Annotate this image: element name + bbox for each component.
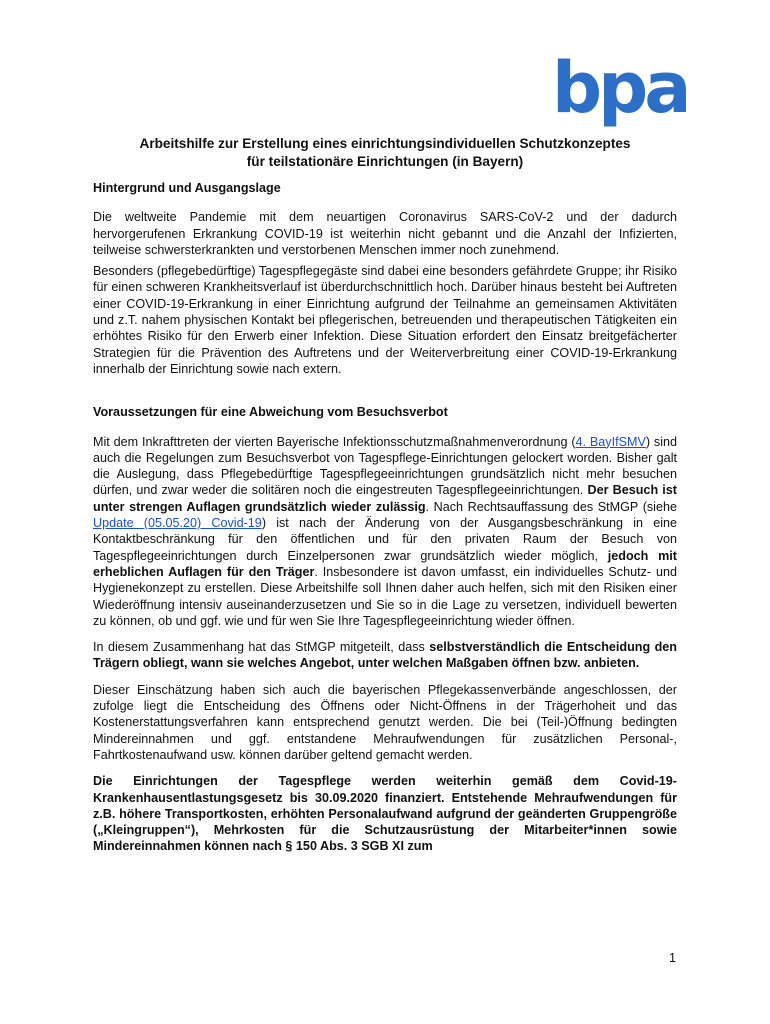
paragraph-pandemic: Die weltweite Pandemie mit dem neuartigen Coronavirus SARS-CoV-2 und der dadurch hervorgerufenen Erkrankung COVID-19 ist weiterhin nicht gebannt und die Anzahl der Infizierten, teilweise schwersterkrankten und verstorbenen Menschen immer noch zunehmend.	[93, 210, 677, 257]
document-body	[93, 180, 677, 860]
paragraph-regulation: Mit dem Inkrafttreten der vierten Bayerische Infektionsschutzmaßnahmenverordnung (4. BayIfSMV) sind auch die Regelungen zum Besuchsverbot von Tagespflege-Einrichtungen gelockert worden. Bisher galt die Auslegung, dass Pflegebedürftige Tagespflegeeinrichtungen grundsätzlich nicht mehr besuchen dürfen, und zwar weder die solitären noch die eingestreuten Tagespflegeeinrichtungen. Der Besuch ist unter strengen Auflagen grundsätzlich wieder zulässig. Nach Rechtsauffassung des StMGP (siehe Update (05.05.20) Covid-19) ist nach der Änderung von der Ausgangsbeschränkung in eine Kontaktbeschränkung für den öffentlichen und für den privaten Raum der Besuch von Tagespflegeeinrichtungen durch Einzelpersonen zwar grundsätzlich wieder möglich, jedoch mit erheblichen Auflagen für den Träger. Insbesondere ist davon umfasst, ein individuelles Schutz- und Hygienekonzept zu erstellen. Diese Arbeitshilfe soll Ihnen daher auch helfen, sich mit den Risiken einer Wiederöffnung intensiv auseinanderzusetzen und Sie so in die Lage zu versetzen, individuell bewerten zu können, ob und ggf. wie und für wen Sie Ihre Tagespflegeeinrichtung wieder öffnen.	[93, 434, 678, 628]
document-title	[92, 135, 678, 171]
bold-visit-allowed: Der Besuch ist unter strengen Auflagen grundsätzlich wieder zulässig	[93, 483, 677, 514]
paragraph-financing: Die Einrichtungen der Tagespflege werden weiterhin gemäß dem Covid-19-Krankenhausentlastungsgesetz bis 30.09.2020 finanziert. Entstehende Mehraufwendungen für z.B. höhere Transportkosten, erhöhten Personalaufwand aufgrund der geänderten Gruppengröße („Kleingruppen“), Mehrkosten für die Schutzausrüstung der Mitarbeiter*innen sowie Mindereinnahmen können nach § 150 Abs. 3 SGB XI zum	[93, 774, 677, 854]
title-line-1: Arbeitshilfe zur Erstellung eines einrichtungsindividuellen Schutzkonzeptes	[139, 136, 631, 151]
covid-update-link[interactable]: Update (05.05.20) Covid-19	[93, 516, 262, 531]
section-heading-requirements: Voraussetzungen für eine Abweichung vom Besuchsverbot	[93, 405, 448, 420]
paragraph-risk-group: Besonders (pflegebedürftige) Tagespflegegäste sind dabei eine besonders gefährdete Gruppe; ihr Risiko für einen schweren Krankheitsverlauf ist überdurchschnittlich hoch. Darüber hinaus besteht bei Auftreten einer COVID-19-Erkrankung in einer Einrichtung aufgrund der Teilnahme an gemeinsamen Aktivitäten und z.T. nahem physischen Kontakt bei pflegerischen, betreuenden und therapeutischen Tätigkeiten ein erhöhtes Risiko für den Erwerb einer Infektion. Diese Situation erfordert den Einsatz breitgefächerter Strategien für die Prävention des Auftretens und der Weiterverbreitung einer COVID-19-Erkrankung innerhalb der Einrichtung sowie nach extern.	[93, 264, 677, 376]
bpa-logo-text: bpa	[552, 47, 688, 129]
paragraph-decision: In diesem Zusammenhang hat das StMGP mitgeteilt, dass selbstverständlich die Entscheidung den Trägern obliegt, wann sie welches Angebot, unter welchen Maßgaben öffnen bzw. anbieten.	[93, 640, 677, 671]
page-number: 1	[669, 951, 677, 965]
paragraph-care-funds: Dieser Einschätzung haben sich auch die bayerischen Pflegekassenverbände angeschlossen, der zufolge liegt die Entscheidung des Öffnens oder Nicht-Öffnens in der Trägerhoheit und das Kostenerstattungsverfahren kann entsprechend genutzt werden. Die bei (Teil-)Öffnung bedingten Mindereinnahmen und ggf. entstandene Mehraufwendungen für zusätzlichen Personal-, Fahrtkostenaufwand usw. können darüber geltend gemacht werden.	[93, 682, 677, 762]
title-line-2: für teilstationäre Einrichtungen (in Bayern)	[246, 154, 524, 169]
bold-decision: selbstverständlich die Entscheidung den Trägern obliegt, wann sie welches Angebot, unter welchen Maßgaben öffnen bzw. anbieten.	[93, 640, 677, 671]
bold-conditions: jedoch mit erheblichen Auflagen für den Träger	[93, 548, 677, 579]
bayifsmv-link[interactable]: 4. BayIfSMV	[575, 434, 646, 449]
section-heading-background: Hintergrund und Ausgangslage	[93, 181, 281, 195]
bpa-logo	[548, 40, 688, 130]
